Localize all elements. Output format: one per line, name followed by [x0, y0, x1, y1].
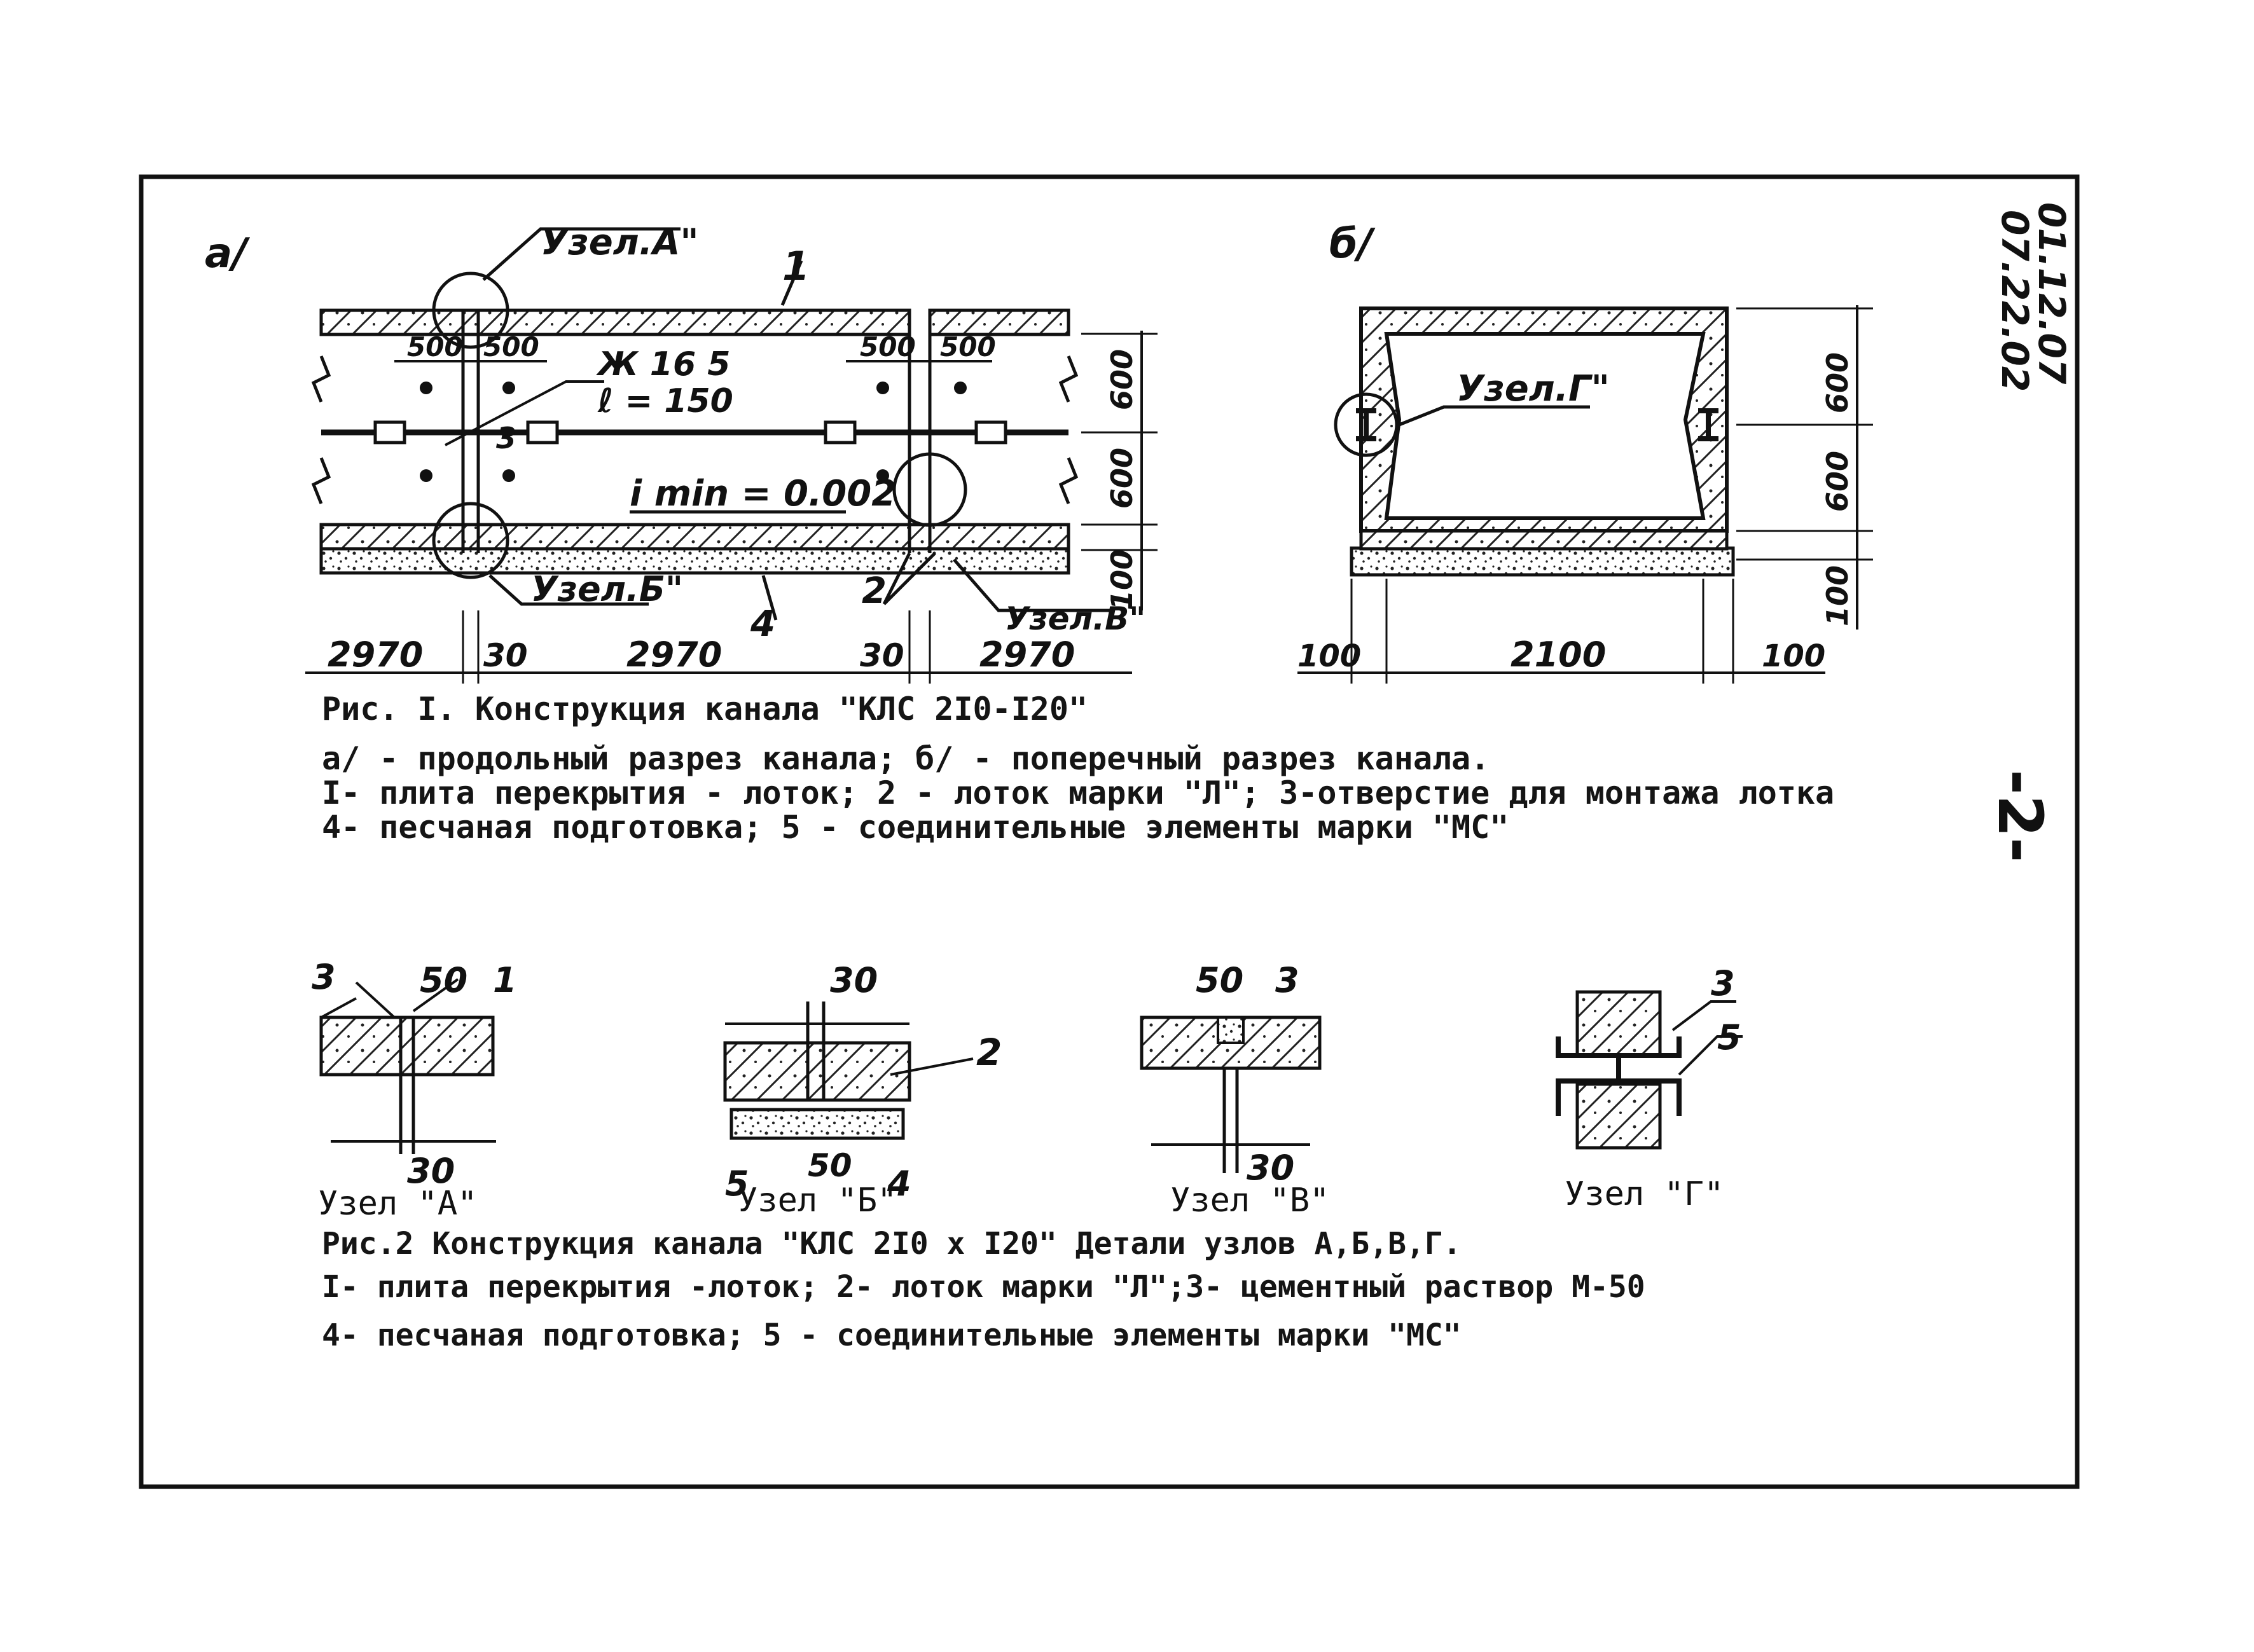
fig2-caption-line-1: I- плита перекрытия -лоток; 2- лоток марки "Л";3- цементный раствор М-50: [322, 1269, 1645, 1305]
detail-a-dim-30: 30: [407, 1151, 455, 1191]
section-base: [1361, 531, 1727, 549]
rebar-length: ℓ = 150: [598, 382, 733, 420]
dim-bottom-3: 2970: [626, 635, 723, 675]
pos-1-label: 1: [782, 243, 810, 289]
dim-bottom-5: 2970: [979, 635, 1075, 675]
detail-a-pos-3: 3: [312, 957, 336, 997]
node-g-title: Узел.Г": [1456, 368, 1610, 410]
fig1-caption-line-3: 4- песчаная подготовка; 5 - соединительные элементы марки "МС": [322, 809, 1509, 846]
dim-top-2: 500: [483, 331, 539, 362]
dim-section-5: 2100: [1511, 635, 1607, 675]
side-code-1: 01.12.07: [2030, 202, 2073, 385]
detail-b-dim-30: 30: [830, 960, 878, 1000]
detail-v-dim-50: 50: [1196, 960, 1244, 1000]
dim-section-1: 600: [1820, 352, 1855, 413]
dim-height-2: 600: [1105, 447, 1139, 509]
dim-height-3: 100: [1105, 549, 1139, 610]
detail-node-b: [725, 960, 1002, 1220]
longitudinal-section: [205, 222, 1158, 684]
dim-bottom-2: 30: [483, 637, 528, 674]
detail-node-v: [1142, 960, 1329, 1220]
detail-g-title: Узел "Г": [1565, 1175, 1724, 1213]
view-label-b: б/: [1329, 221, 1373, 268]
pos-4-label: 4: [750, 603, 775, 645]
slope-label: i min = 0.002: [630, 473, 897, 514]
page-number: -2-: [1984, 769, 2056, 863]
detail-g-pos-5: 5: [1717, 1017, 1741, 1057]
detail-g-pos-3: 3: [1711, 963, 1735, 1003]
node-a-title: Узел.А": [541, 222, 699, 263]
dim-section-3: 100: [1820, 565, 1855, 626]
cross-section: [1297, 221, 1873, 684]
side-code-2: 07.22.02: [1993, 210, 2036, 392]
dim-section-2: 600: [1820, 450, 1855, 512]
fig1-caption-line-2: I- плита перекрытия - лоток; 2 - лоток марки "Л"; 3-отверстие для монтажа лотка: [322, 774, 1835, 811]
dim-top-4: 500: [940, 331, 996, 362]
pos-2-label: 2: [862, 570, 887, 612]
fig2-caption-title: Рис.2 Конструкция канала "КЛС 2I0 х I20" Детали узлов А,Б,В,Г.: [322, 1226, 1462, 1262]
detail-node-g: [1558, 963, 1743, 1213]
detail-a-dim-50: 50: [420, 960, 468, 1000]
dim-section-4: 100: [1297, 638, 1362, 674]
detail-b-pos-4: 4: [887, 1164, 911, 1204]
pos-3-label: 3: [496, 421, 517, 455]
dim-bottom-4: 30: [860, 637, 904, 674]
dim-section-6: 100: [1762, 638, 1826, 674]
detail-v-title: Узел "В": [1170, 1181, 1330, 1220]
detail-v-dim-30: 30: [1247, 1148, 1295, 1188]
dim-bottom-1: 2970: [328, 635, 424, 675]
dim-height-1: 600: [1105, 348, 1139, 410]
fig1-caption-line-1: а/ - продольный разрез канала; б/ - поперечный разрез канала.: [322, 740, 1490, 777]
view-label-a: а/: [205, 230, 247, 277]
dim-top-3: 500: [860, 331, 916, 362]
fig1-caption-title: Рис. I. Конструкция канала "КЛС 2I0-I20": [322, 691, 1088, 727]
detail-a-title: Узел "А": [318, 1185, 478, 1223]
node-b-title: Узел.Б": [531, 569, 683, 609]
dim-top-1: 500: [407, 331, 463, 362]
detail-a-pos-1: 1: [493, 960, 517, 1000]
detail-b-pos-2: 2: [976, 1031, 1002, 1074]
detail-v-pos-3: 3: [1275, 960, 1299, 1000]
detail-b-pos-5: 5: [725, 1164, 749, 1204]
section-sand: [1352, 548, 1733, 575]
detail-b-dim-50: 50: [808, 1147, 852, 1184]
detail-b-title: Узел "Б": [738, 1181, 897, 1220]
node-v-title: Узел.В": [1005, 600, 1146, 637]
fig2-caption-line-2: 4- песчаная подготовка; 5 - соединительные элементы марки "МС": [322, 1318, 1462, 1353]
detail-node-a: [312, 957, 517, 1223]
rebar-mark: Ж 16 5: [598, 345, 731, 383]
